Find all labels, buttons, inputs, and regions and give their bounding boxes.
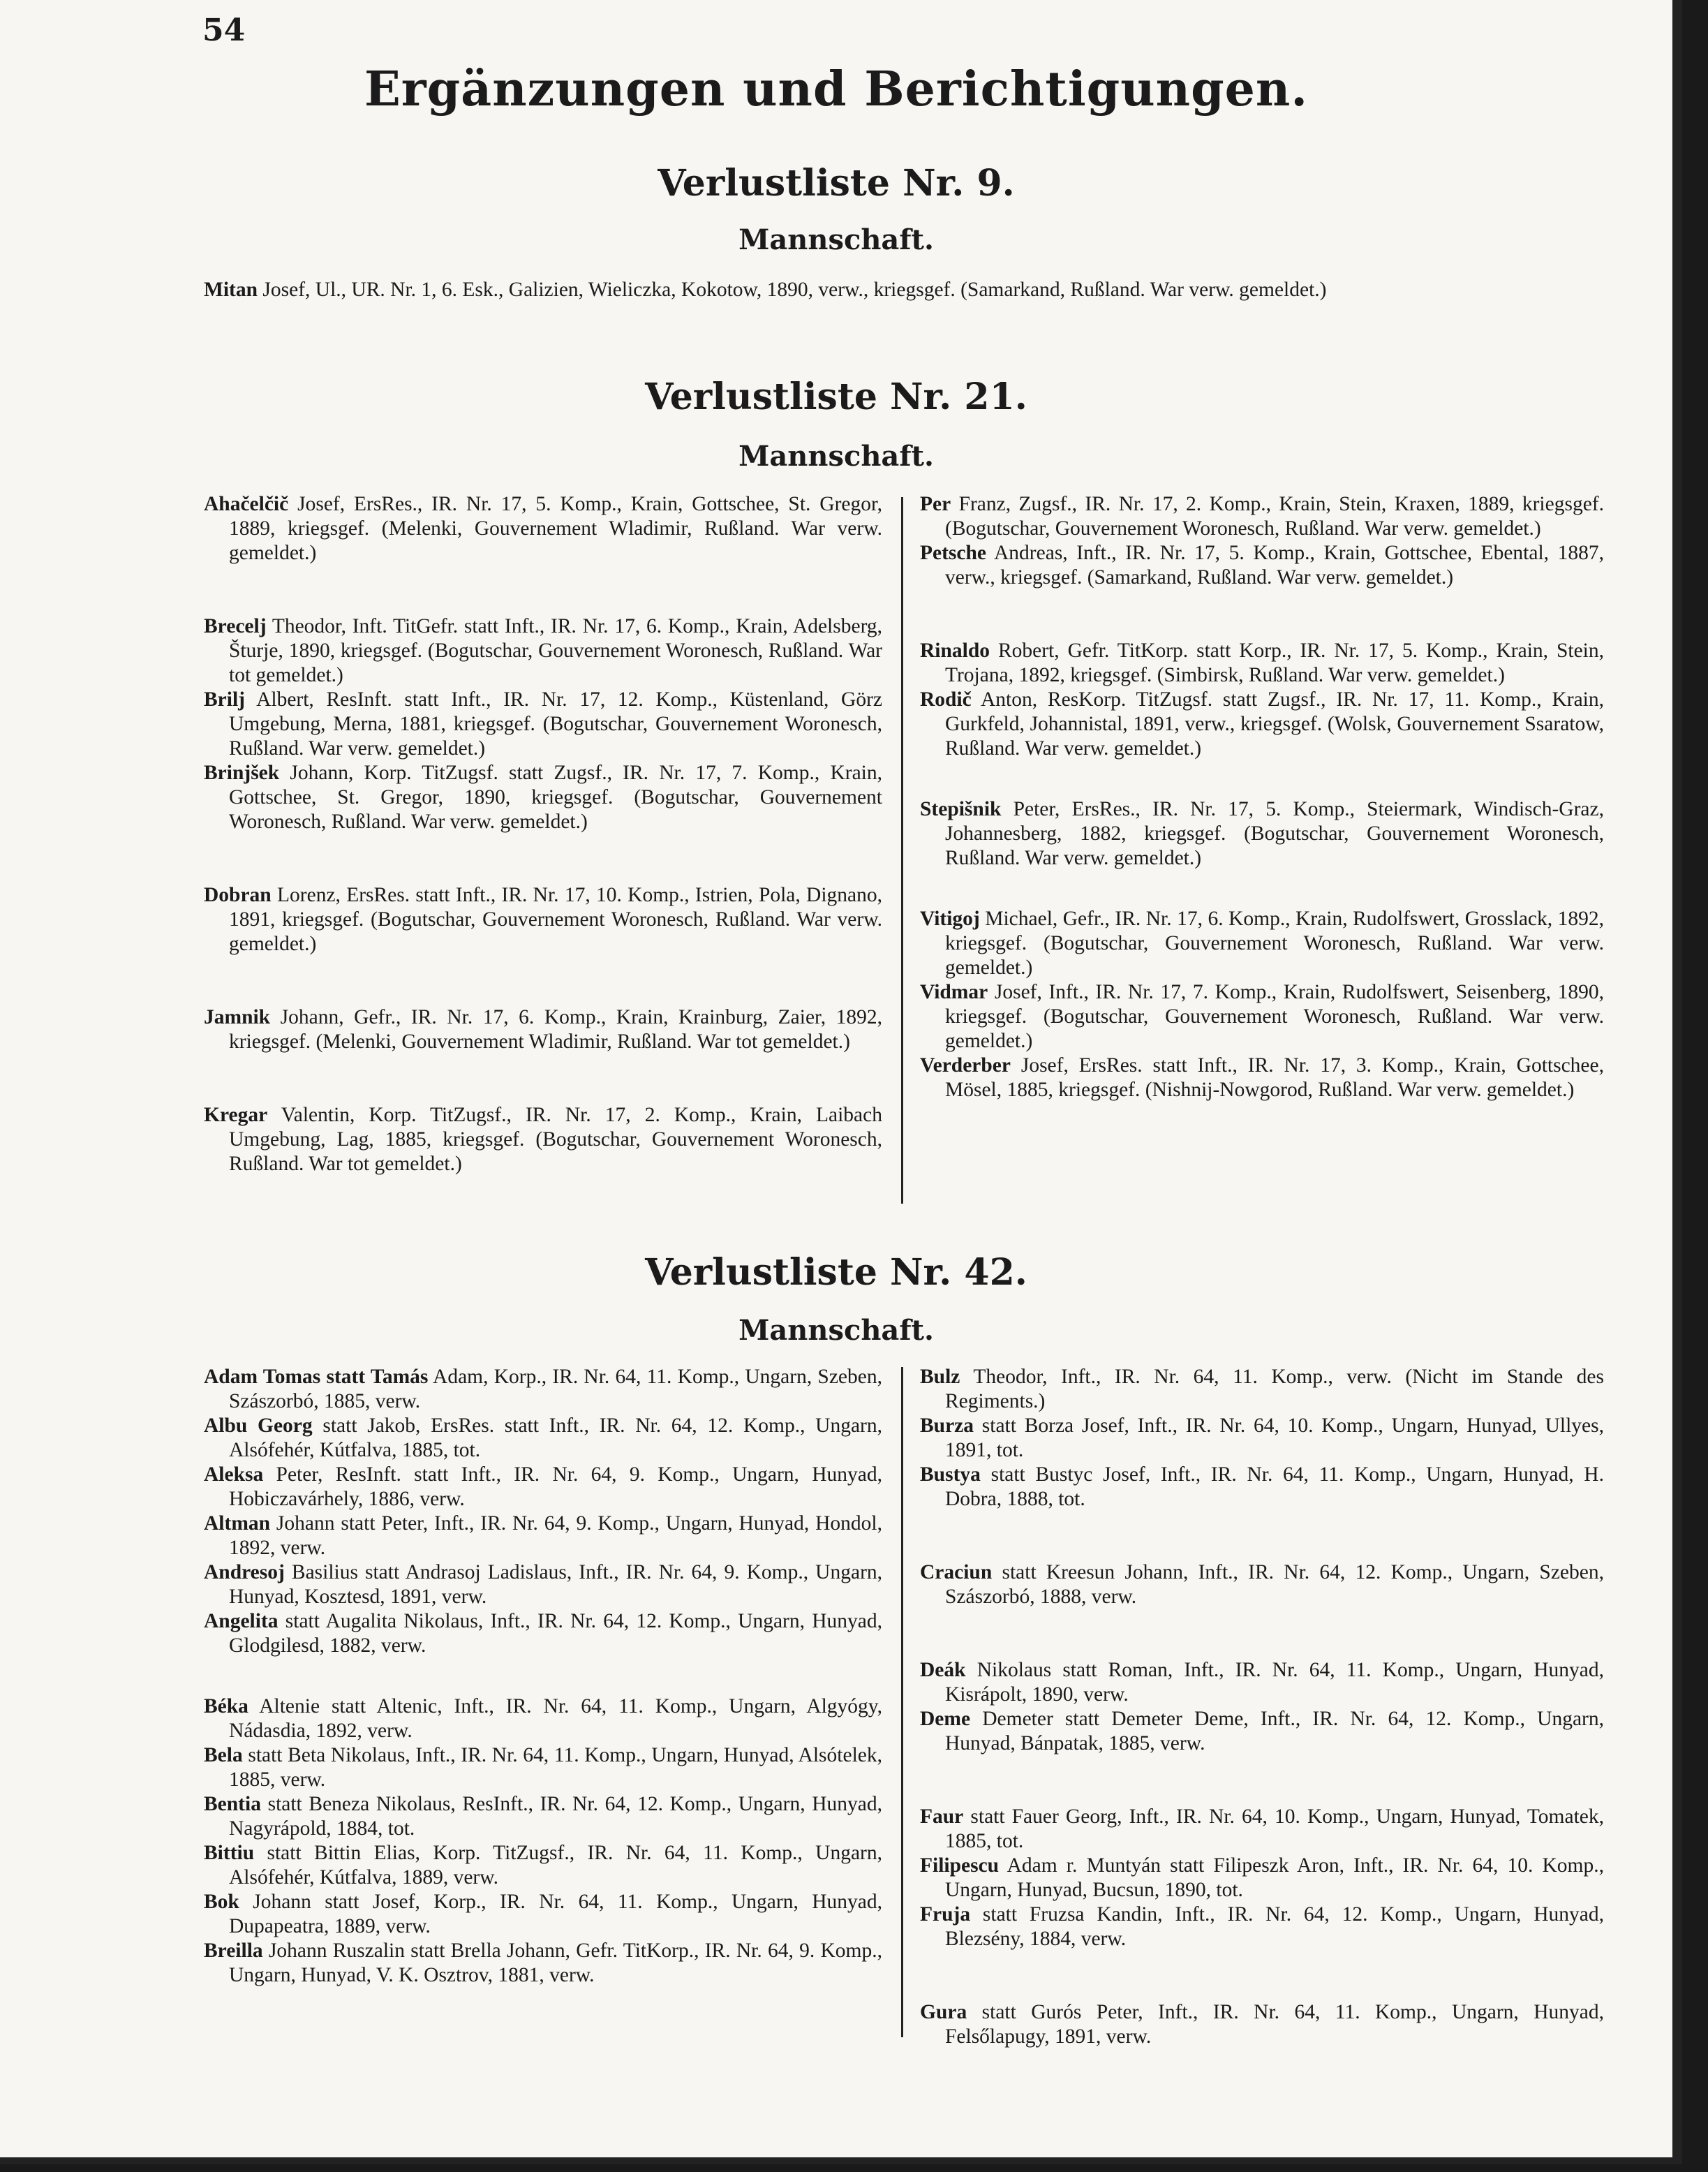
entry-name: Adam Tomas statt Tamás: [204, 1366, 429, 1388]
entry-text: Adam r. Muntyán statt Filipeszk Aron, Inft., IR. Nr. 64, 10. Komp., Ungarn, Hunyad, Bucsun, 1890, tot.: [945, 1854, 1604, 1901]
entry-name: Rinaldo: [920, 640, 990, 662]
entry-name: Gura: [920, 2001, 967, 2023]
entry-name: Aleksa: [204, 1463, 264, 1486]
entry-name: Béka: [204, 1695, 248, 1717]
list-item: [204, 1841, 882, 1890]
entry-text: Josef, ErsRes. statt Inft., IR. Nr. 17, 3. Komp., Krain, Gottschee, Mösel, 1885, kriegsgef. (Nishnij-Nowgorod, Rußland. War verw. gemeldet.): [945, 1054, 1604, 1101]
entry-name: Angelita: [204, 1610, 279, 1632]
list-item: [204, 1414, 882, 1463]
list-item: [204, 688, 882, 761]
entry-name: Bittiu: [204, 1842, 255, 1864]
list-item: [920, 1463, 1604, 1512]
entry-name: Vitigoj: [920, 908, 980, 930]
entry-text: statt Kreesun Johann, Inft., IR. Nr. 64, 12. Komp., Ungarn, Szeben, Szászorbó, 1888, verw.: [945, 1561, 1604, 1608]
entry-name: Deák: [920, 1659, 966, 1681]
list-item: [204, 1743, 882, 1792]
section-42-left-column: [204, 1365, 882, 1988]
entry-text: Adam, Korp., IR. Nr. 64, 11. Komp., Ungarn, Szeben, Szászorbó, 1885, verw.: [229, 1366, 882, 1412]
entry-text: Peter, ErsRes., IR. Nr. 17, 5. Komp., Steiermark, Windisch-Graz, Johannesberg, 1882, kriegsgef. (Bogutschar, Gouvernement Woronesch, Rußland. War verw. gemeldet.): [945, 798, 1604, 869]
entry-text: Andreas, Inft., IR. Nr. 17, 5. Komp., Krain, Gottschee, Ebental, 1887, verw., kriegsgef. (Samarkand, Rußland. War verw. gemeldet.): [945, 542, 1604, 589]
list-item: [204, 1463, 882, 1512]
entry-name: Brinjšek: [204, 762, 280, 784]
entry-text: Josef, ErsRes., IR. Nr. 17, 5. Komp., Krain, Gottschee, St. Gregor, 1889, kriegsgef. (Melenki, Gouvernement Wladimir, Rußland. War verw. gemeldet.): [229, 493, 882, 564]
list-item: [204, 1890, 882, 1939]
entry-text: statt Augalita Nikolaus, Inft., IR. Nr. 64, 12. Komp., Ungarn, Hunyad, Glodgilesd, 1882, verw.: [229, 1610, 882, 1657]
entry-name: Bustya: [920, 1463, 981, 1486]
entry-name: Bok: [204, 1891, 239, 1913]
entry-name: Mitan: [204, 279, 258, 301]
entry-text: Valentin, Korp. TitZugsf., IR. Nr. 17, 2. Komp., Krain, Laibach Umgebung, Lag, 1885, kriegsgef. (Bogutschar, Gouvernement Woronesch, Rußland. War tot gemeldet.): [229, 1104, 882, 1175]
list-item: [920, 492, 1604, 541]
section-subheading-42: Mannschaft.: [738, 1314, 934, 1347]
entry-name: Dobran: [204, 884, 272, 906]
list-item: [204, 1512, 882, 1560]
entry-text: statt Jakob, ErsRes. statt Inft., IR. Nr. 64, 12. Komp., Ungarn, Alsófehér, Kútfalva, 1885, tot.: [229, 1414, 882, 1461]
section-heading-21: Verlustliste Nr. 21.: [645, 376, 1027, 418]
list-item: [204, 1694, 882, 1743]
entry-name: Craciun: [920, 1561, 993, 1583]
entry-text: Johann Ruszalin statt Brella Johann, Gefr. TitKorp., IR. Nr. 64, 9. Komp., Ungarn, Hunyad, V. K. Osztrov, 1881, verw.: [229, 1940, 883, 1986]
entry-name: Rodič: [920, 688, 972, 711]
list-item: [204, 1792, 882, 1841]
entry-name: Vidmar: [920, 981, 988, 1003]
entry-name: Brecelj: [204, 615, 267, 637]
entry-name: Bentia: [204, 1793, 261, 1815]
entry-text: Basilius statt Andrasoj Ladislaus, Inft., IR. Nr. 64, 9. Komp., Ungarn, Hunyad, Kosztesd, 1891, verw.: [229, 1561, 883, 1608]
entry-text: Josef, Inft., IR. Nr. 17, 7. Komp., Krain, Rudolfswert, Seisenberg, 1890, kriegsgef. (Bogutschar, Gouvernement Woronesch, Rußland. War verw. gemeldet.): [945, 981, 1605, 1052]
list-item: [204, 883, 882, 956]
list-item: [204, 1005, 882, 1054]
entry-text: statt Bustyc Josef, Inft., IR. Nr. 64, 11. Komp., Ungarn, Hunyad, H. Dobra, 1888, tot.: [945, 1463, 1604, 1510]
column-divider: [901, 497, 903, 1204]
entry-name: Burza: [920, 1414, 974, 1437]
list-item: [920, 1414, 1604, 1463]
entry-text: Josef, Ul., UR. Nr. 1, 6. Esk., Galizien, Wieliczka, Kokotow, 1890, verw., kriegsgef. (Samarkand, Rußland. War verw. gemeldet.): [262, 279, 1327, 301]
column-divider: [901, 1367, 903, 2037]
entry-name: Jamnik: [204, 1006, 271, 1028]
entry-text: Franz, Zugsf., IR. Nr. 17, 2. Komp., Krain, Stein, Kraxen, 1889, kriegsgef. (Bogutschar, Gouvernement Woronesch, Rußland. War verw. gemeldet.): [945, 493, 1604, 540]
section-heading-9: Verlustliste Nr. 9.: [658, 162, 1015, 205]
entry-name: Petsche: [920, 542, 987, 564]
entry-name: Albu Georg: [204, 1414, 313, 1437]
entry-text: Demeter statt Demeter Deme, Inft., IR. Nr. 64, 12. Komp., Ungarn, Hunyad, Bánpatak, 1885, verw.: [945, 1708, 1605, 1754]
list-item: [204, 614, 882, 688]
entry-text: statt Gurós Peter, Inft., IR. Nr. 64, 11. Komp., Ungarn, Hunyad, Felsőlapugy, 1891, verw.: [945, 2001, 1605, 2048]
entry-text: Nikolaus statt Roman, Inft., IR. Nr. 64, 11. Komp., Ungarn, Hunyad, Kisrápolt, 1890, verw.: [945, 1659, 1605, 1706]
list-item: [920, 1805, 1604, 1854]
list-item: [920, 1560, 1604, 1609]
entry-text: Altenie statt Altenic, Inft., IR. Nr. 64, 11. Komp., Ungarn, Algyógy, Nádasdia, 1892, verw.: [229, 1695, 882, 1742]
entry-name: Faur: [920, 1805, 964, 1828]
entry-text: Anton, ResKorp. TitZugsf. statt Zugsf., IR. Nr. 17, 11. Komp., Krain, Gurkfeld, Johannistal, 1891, verw., kriegsgef. (Wolsk, Gouvernement Ssaratow, Rußland. War verw. gemeldet.): [945, 688, 1604, 760]
list-item: [920, 1365, 1604, 1414]
section-subheading-9: Mannschaft.: [738, 223, 934, 256]
entry-text: statt Fauer Georg, Inft., IR. Nr. 64, 10. Komp., Ungarn, Hunyad, Tomatek, 1885, tot.: [945, 1805, 1604, 1852]
entry-name: Bela: [204, 1744, 243, 1766]
entry-text: statt Beneza Nikolaus, ResInft., IR. Nr. 64, 12. Komp., Ungarn, Hunyad, Nagyrápold, 1884, tot.: [229, 1793, 882, 1840]
section-subheading-21: Mannschaft.: [738, 440, 934, 473]
list-item: [920, 688, 1604, 761]
entry-name: Bulz: [920, 1366, 960, 1388]
entry-name: Deme: [920, 1708, 971, 1730]
entry-text: Theodor, Inft., IR. Nr. 64, 11. Komp., verw. (Nicht im Stande des Regiments.): [945, 1366, 1605, 1412]
entry-text: Michael, Gefr., IR. Nr. 17, 6. Komp., Krain, Rudolfswert, Grosslack, 1892, kriegsgef. (Bogutschar, Gouvernement Woronesch, Rußland. War verw. gemeldet.): [945, 908, 1604, 979]
entry-text: statt Borza Josef, Inft., IR. Nr. 64, 10. Komp., Ungarn, Hunyad, Ullyes, 1891, tot.: [945, 1414, 1604, 1461]
list-item: [204, 278, 1603, 302]
page-number: 54: [202, 13, 246, 48]
list-item: [920, 1903, 1604, 1951]
section-heading-42: Verlustliste Nr. 42.: [645, 1251, 1027, 1294]
section-21-left-column: [204, 492, 882, 1176]
list-item: [920, 907, 1604, 980]
entry-text: Robert, Gefr. TitKorp. statt Korp., IR. Nr. 17, 5. Komp., Krain, Stein, Trojana, 1892, kriegsgef. (Simbirsk, Rußland. War verw. gemeldet.): [945, 640, 1605, 686]
list-item: [920, 541, 1604, 590]
entry-name: Per: [920, 493, 951, 515]
list-item: [920, 797, 1604, 871]
entry-name: Altman: [204, 1512, 271, 1535]
entry-name: Filipescu: [920, 1854, 1000, 1877]
entry-text: statt Bittin Elias, Korp. TitZugsf., IR. Nr. 64, 11. Komp., Ungarn, Alsófehér, Kútfalva, 1889, verw.: [229, 1842, 883, 1889]
entry-text: statt Fruzsa Kandin, Inft., IR. Nr. 64, 12. Komp., Ungarn, Hunyad, Blezsény, 1884, verw.: [945, 1903, 1604, 1950]
entry-name: Breilla: [204, 1940, 263, 1962]
list-item: [204, 1939, 882, 1988]
entry-text: statt Beta Nikolaus, Inft., IR. Nr. 64, 11. Komp., Ungarn, Hunyad, Alsótelek, 1885, verw.: [229, 1744, 882, 1791]
list-item: [920, 639, 1604, 688]
entry-name: Verderber: [920, 1054, 1011, 1077]
section-21-right-column: [920, 492, 1604, 1102]
section-42-right-column: [920, 1365, 1604, 2049]
list-item: [204, 761, 882, 834]
entry-name: Ahačelčič: [204, 493, 289, 515]
entry-name: Brilj: [204, 688, 245, 711]
list-item: [204, 492, 882, 566]
list-item: [920, 1658, 1604, 1707]
entry-text: Lorenz, ErsRes. statt Inft., IR. Nr. 17, 10. Komp., Istrien, Pola, Dignano, 1891, kriegsgef. (Bogutschar, Gouvernement Woronesch, Rußland. War verw. gemeldet.): [229, 884, 883, 955]
entry-name: Andresoj: [204, 1561, 285, 1583]
list-item: [920, 1854, 1604, 1903]
list-item: [920, 980, 1604, 1054]
entry-text: Johann statt Peter, Inft., IR. Nr. 64, 9. Komp., Ungarn, Hunyad, Hondol, 1892, verw.: [229, 1512, 882, 1559]
entry-text: Johann, Gefr., IR. Nr. 17, 6. Komp., Krain, Krainburg, Zaier, 1892, kriegsgef. (Melenki, Gouvernement Wladimir, Rußland. War tot gemeldet.): [229, 1006, 882, 1053]
entry-text: Peter, ResInft. statt Inft., IR. Nr. 64, 9. Komp., Ungarn, Hunyad, Hobiczavárhely, 1886, verw.: [229, 1463, 883, 1510]
list-item: [920, 1054, 1604, 1102]
list-item: [204, 1609, 882, 1658]
list-item: [204, 1560, 882, 1609]
entry-text: Johann statt Josef, Korp., IR. Nr. 64, 11. Komp., Ungarn, Hunyad, Dupapeatra, 1889, verw.: [229, 1891, 883, 1937]
list-item: [920, 2000, 1604, 2049]
entry-text: Albert, ResInft. statt Inft., IR. Nr. 17, 12. Komp., Küstenland, Görz Umgebung, Merna, 1881, kriegsgef. (Bogutschar, Gouvernement Woronesch, Rußland. War verw. gemeldet.): [229, 688, 883, 760]
list-item: [204, 1365, 882, 1414]
entry-name: Stepišnik: [920, 798, 1002, 820]
list-item: [920, 1707, 1604, 1756]
list-item: [204, 1103, 882, 1176]
entry-text: Johann, Korp. TitZugsf. statt Zugsf., IR. Nr. 17, 7. Komp., Krain, Gottschee, St. Gregor, 1890, kriegsgef. (Bogutschar, Gouvernement Woronesch, Rußland. War verw. gemeldet.): [229, 762, 882, 833]
page-title: Ergänzungen und Berichtigungen.: [364, 61, 1309, 117]
entry-name: Kregar: [204, 1104, 268, 1126]
section-9-entries: [204, 278, 1603, 302]
entry-name: Fruja: [920, 1903, 971, 1926]
entry-text: Theodor, Inft. TitGefr. statt Inft., IR. Nr. 17, 6. Komp., Krain, Adelsberg, Šturje, 1890, kriegsgef. (Bogutschar, Gouvernement Woronesch, Rußland. War tot gemeldet.): [229, 615, 882, 686]
